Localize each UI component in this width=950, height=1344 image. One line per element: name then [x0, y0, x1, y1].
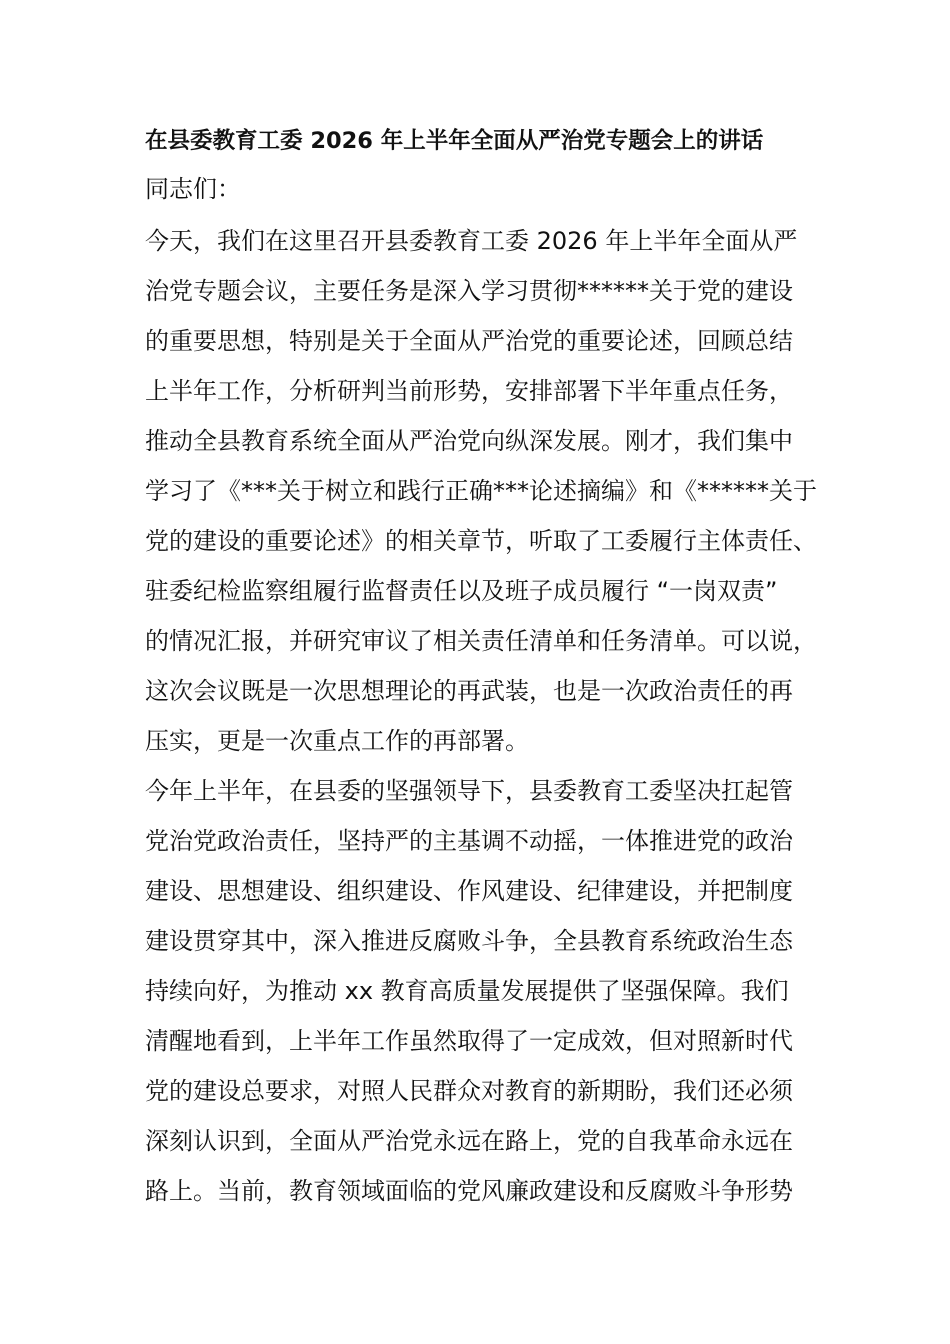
body-line: 建设贯穿其中，深入推进反腐败斗争，全县教育系统政治生态	[145, 927, 793, 955]
body-line: 路上。当前，教育领域面临的党风廉政建设和反腐败斗争形势	[145, 1177, 793, 1205]
body-line: 这次会议既是一次思想理论的再武装，也是一次政治责任的再	[145, 677, 793, 705]
body-line: 上半年工作，分析研判当前形势，安排部署下半年重点任务，	[145, 377, 793, 405]
body-line: 持续向好，为推动 xx 教育高质量发展提供了坚强保障。我们	[145, 977, 789, 1005]
body-line: 的情况汇报，并研究审议了相关责任清单和任务清单。可以说，	[145, 627, 817, 655]
body-line: 清醒地看到，上半年工作虽然取得了一定成效，但对照新时代	[145, 1027, 793, 1055]
body-line: 党的建设的重要论述》的相关章节，听取了工委履行主体责任、	[145, 527, 817, 555]
body-line: 治党专题会议，主要任务是深入学习贯彻******关于党的建设	[145, 277, 793, 305]
body-line: 的重要思想，特别是关于全面从严治党的重要论述，回顾总结	[145, 327, 793, 355]
body-line: 深刻认识到，全面从严治党永远在路上，党的自我革命永远在	[145, 1127, 793, 1155]
body-line: 党的建设总要求，对照人民群众对教育的新期盼，我们还必须	[145, 1077, 793, 1105]
body-line: 党治党政治责任，坚持严的主基调不动摇，一体推进党的政治	[145, 827, 793, 855]
body-line: 推动全县教育系统全面从严治党向纵深发展。刚才，我们集中	[145, 427, 793, 455]
body-line: 今年上半年，在县委的坚强领导下，县委教育工委坚决扛起管	[145, 777, 793, 805]
body-line: 学习了《***关于树立和践行正确***论述摘编》和《******关于	[145, 477, 817, 505]
body-line: 压实，更是一次重点工作的再部署。	[145, 727, 529, 755]
salutation: 同志们：	[145, 175, 241, 203]
body-line: 驻委纪检监察组履行监督责任以及班子成员履行 “一岗双责”	[145, 577, 778, 605]
body-line: 建设、思想建设、组织建设、作风建设、纪律建设，并把制度	[145, 877, 793, 905]
document-title: 在县委教育工委 2026 年上半年全面从严治党专题会上的讲话	[145, 128, 764, 154]
body-line: 今天，我们在这里召开县委教育工委 2026 年上半年全面从严	[145, 227, 798, 255]
